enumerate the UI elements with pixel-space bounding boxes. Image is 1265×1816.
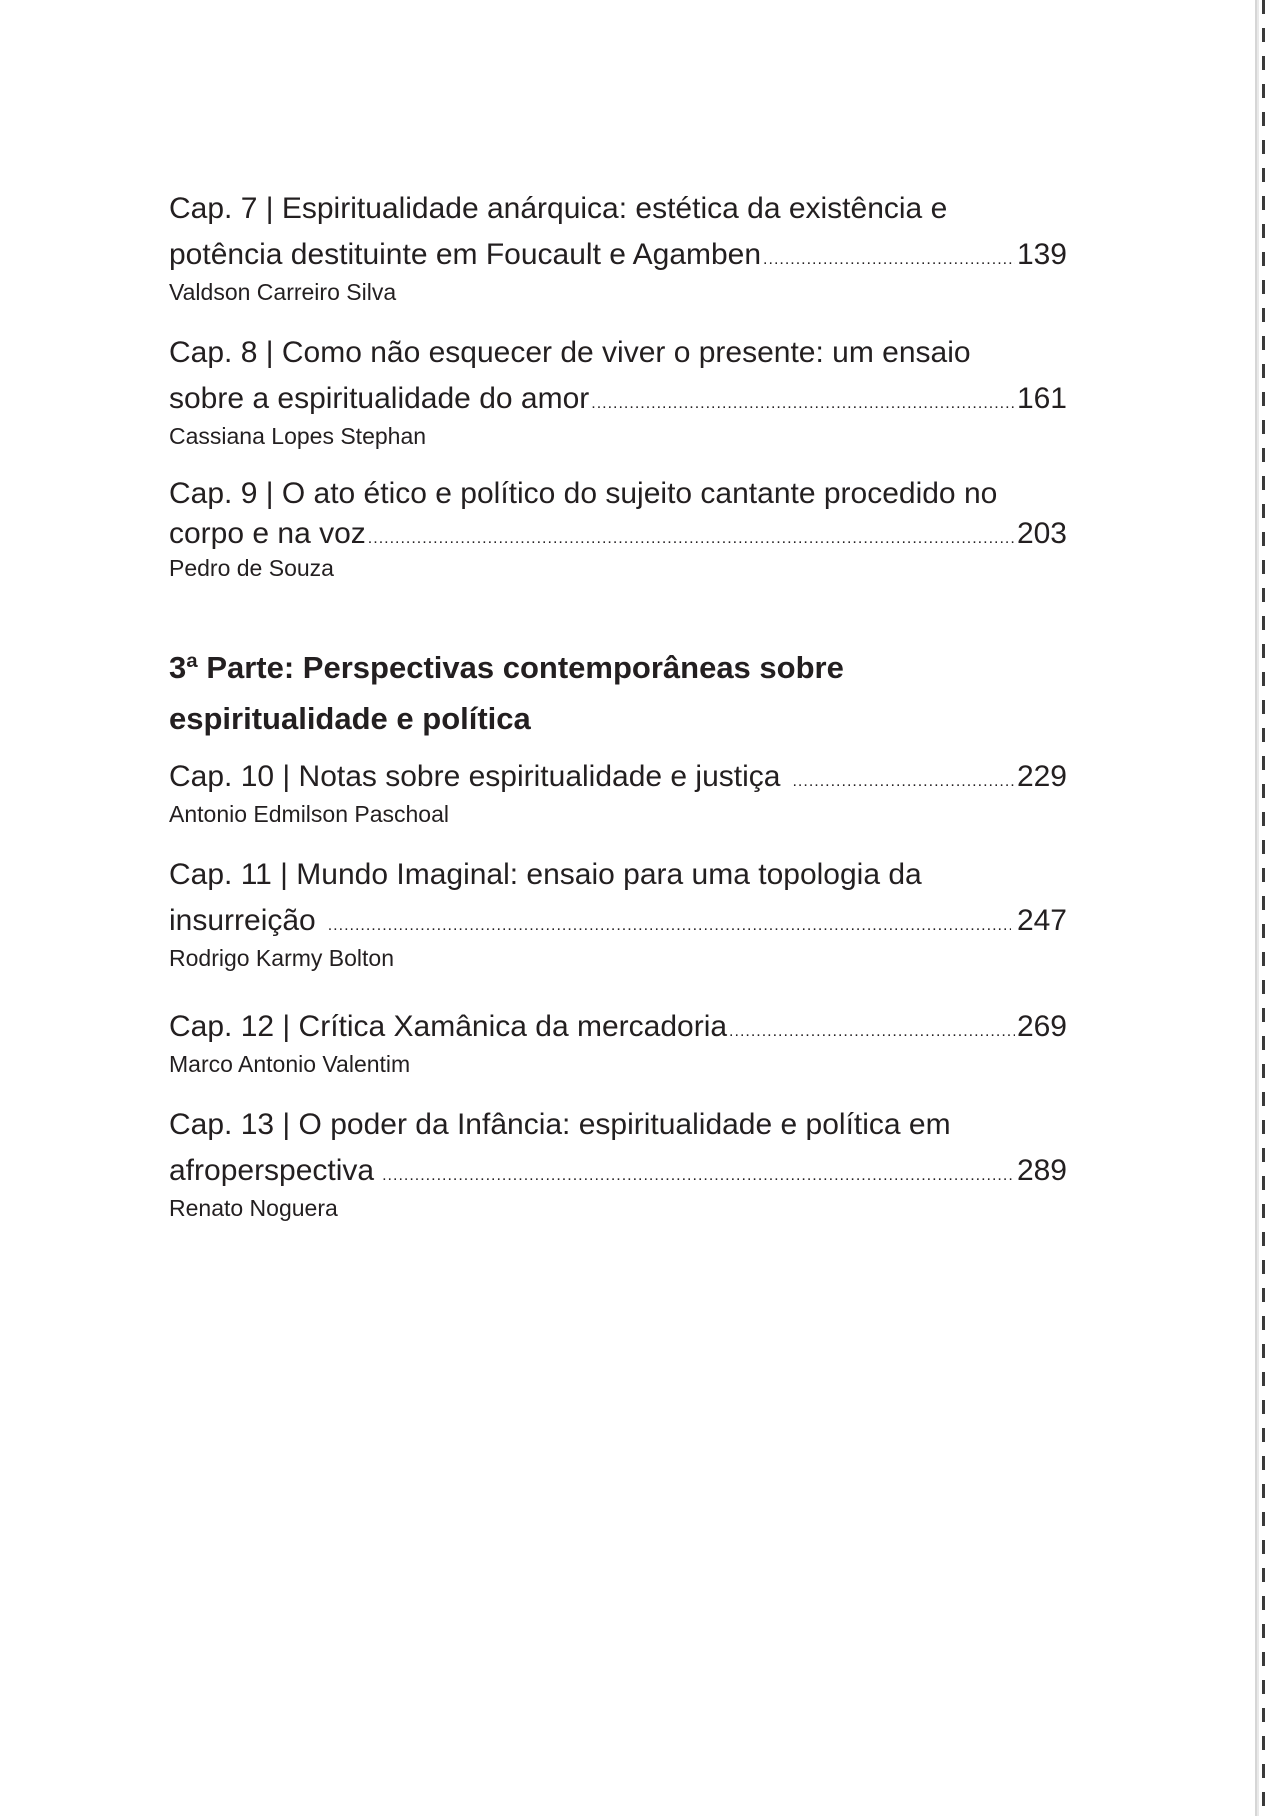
page-number: 139 [1016, 238, 1067, 271]
toc-entry[interactable] [169, 474, 1067, 584]
entry-title-line: potência destituinte em Foucault e Agamben [169, 238, 762, 271]
toc-entry[interactable] [169, 330, 1067, 452]
table-of-contents [169, 186, 1067, 1246]
entry-title-line: Cap. 9 | O ato ético e político do sujeito cantante procedido no [169, 477, 998, 510]
dot-leader [328, 918, 1011, 934]
entry-title-line: corpo e na voz [169, 517, 366, 550]
entry-title-line: sobre a espiritualidade do amor [169, 382, 590, 415]
part-heading-line: espiritualidade e política [169, 701, 531, 736]
toc-entry[interactable] [169, 852, 1067, 974]
entry-title-leader-line [169, 1148, 1067, 1194]
entry-title-line: Cap. 8 | Como não esquecer de viver o presente: um ensaio [169, 336, 971, 369]
toc-entry[interactable] [169, 754, 1067, 830]
dot-leader [763, 252, 1015, 268]
dot-leader [591, 396, 1015, 412]
entry-title [169, 852, 1067, 944]
entry-title-line: afroperspectiva [169, 1154, 375, 1187]
page-number: 269 [1016, 1010, 1067, 1043]
entry-author: Rodrigo Karmy Bolton [169, 945, 394, 971]
entry-title-leader-line [169, 1004, 1067, 1050]
entry-title-line: Cap. 13 | O poder da Infância: espiritualidade e política em [169, 1108, 951, 1141]
entry-title-line: Cap. 12 | Crítica Xamânica da mercadoria [169, 1010, 728, 1043]
entry-title [169, 754, 1067, 800]
entry-author: Pedro de Souza [169, 555, 334, 581]
dot-leader [792, 774, 1014, 790]
entry-title [169, 474, 1067, 554]
entry-title-leader-line [169, 232, 1067, 278]
page-number: 161 [1016, 382, 1067, 415]
entry-title [169, 1004, 1067, 1050]
dot-leader [368, 531, 1015, 547]
entry-title-line: Cap. 11 | Mundo Imaginal: ensaio para uma topologia da [169, 858, 922, 891]
entry-author: Antonio Edmilson Paschoal [169, 801, 449, 827]
toc-entry[interactable] [169, 1102, 1067, 1224]
entry-title-leader-line [169, 514, 1067, 554]
entry-title [169, 330, 1067, 422]
entry-title-leader-line [169, 376, 1067, 422]
entry-author: Marco Antonio Valentim [169, 1051, 411, 1077]
page-number: 229 [1016, 760, 1067, 793]
entry-title [169, 1102, 1067, 1194]
page-number: 289 [1016, 1154, 1067, 1187]
dot-leader [729, 1024, 1015, 1040]
dot-leader [382, 1168, 1015, 1184]
page-number: 203 [1016, 517, 1067, 550]
toc-entry[interactable] [169, 1004, 1067, 1080]
entry-author: Valdson Carreiro Silva [169, 279, 397, 305]
entry-title-line: Cap. 7 | Espiritualidade anárquica: estética da existência e [169, 192, 948, 225]
entry-author: Cassiana Lopes Stephan [169, 423, 427, 449]
part-heading [169, 642, 1067, 744]
toc-entry[interactable] [169, 186, 1067, 308]
entry-title [169, 186, 1067, 278]
page-number: 247 [1016, 904, 1067, 937]
entry-title-line: insurreição [169, 904, 316, 937]
entry-author: Renato Noguera [169, 1195, 338, 1221]
part-heading-line: 3ª Parte: Perspectivas contemporâneas sobre [169, 650, 844, 685]
entry-title-leader-line [169, 754, 1067, 800]
entry-title-line: Cap. 10 | Notas sobre espiritualidade e justiça [169, 760, 781, 793]
entry-title-leader-line [169, 898, 1067, 944]
